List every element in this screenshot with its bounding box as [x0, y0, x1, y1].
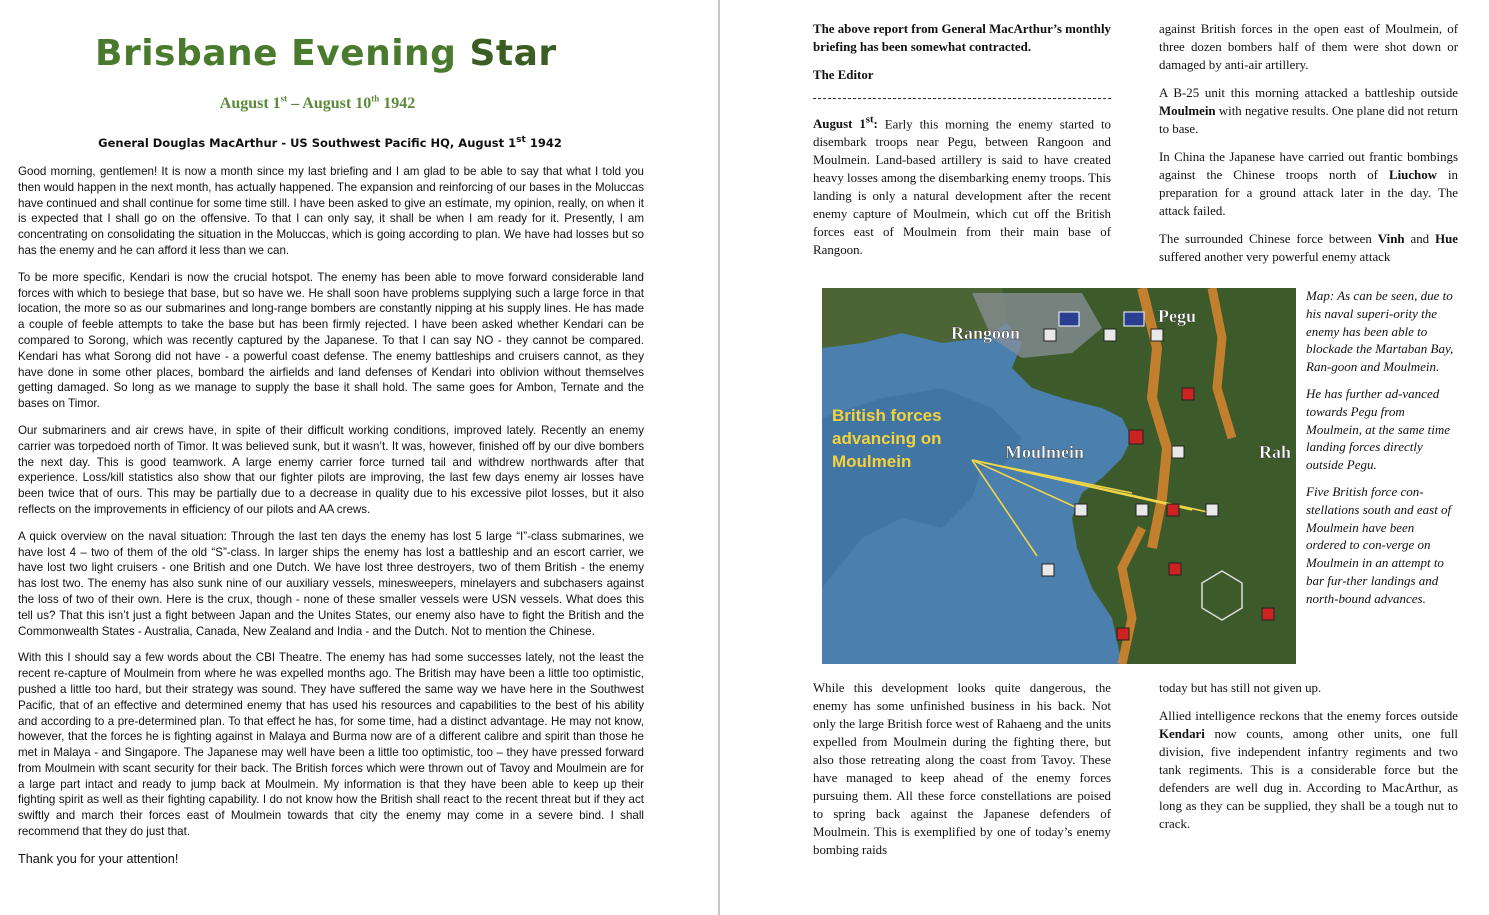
- report-paragraph: August 1st: Early this morning the enemy started to disembark troops near Pegu, between Rangoon and Moulmein. Land-based artillery is said to have created heavy losses among the disembarking enemy troops. This landing is only a natural development after the recent enemy capture of Moulmein, which cut off the British forces east of Moulmein from their main base of Rangoon.: [813, 114, 1112, 258]
- issue-dates: August 1st – August 10th 1942: [219, 93, 416, 112]
- report-paragraph: The surrounded Chinese force between Vinh and Hue suffered another very powerful enemy attack: [1159, 232, 1458, 264]
- map-annotation-line: British forces: [832, 406, 942, 425]
- column-3: [813, 679, 1111, 869]
- report-paragraph: Allied intelligence reckons that the enemy forces outside Kendari now counts, among other units, one full division, five independent infantry regiments and two tank regiments. This is a considerable force but the defenders are well dug in. According to MacArthur, as long as they can be supplied, they shall be a tough nut to crack.: [1159, 709, 1458, 831]
- masthead-star: Star: [469, 33, 557, 74]
- caption-paragraph: Map: As can be seen, due to his naval superi-ority the enemy has been able to blockade the Martaban Bay, Ran-goon and Moulmein.: [1306, 288, 1454, 375]
- editor-note: The above report from General MacArthur’s monthly briefing has been somewhat contracted.: [813, 22, 1111, 54]
- column-2: [1159, 20, 1458, 276]
- briefing-body: [18, 164, 644, 879]
- briefing-paragraph: With this I should say a few words about the CBI Theatre. The enemy has had some successes lately, not the least the recent re-capture of Moulmein from where he was expelled months ago. The British may have been a little too optimistic, pushed a little too hard, but their strategy was sound. They have suffered the same way we have here in the Southwest Pacific, that of an effective and determined enemy that has used his resources and capabilities to the best of his ability and according to a pre-determined plan. To that effect he has, for some time, had a distinct advantage. He may not know, however, that the forces he is fighting against in Malaya and Burma now are of a different calibre and spirit than those he met in Malaya - and Singapore. The Japanese may well have been a little too optimistic, too – they have pressed forward from Moulmein with scant security for their back. The British forces which were thrown out of Tavoy and Moulmein are for a large part intact and ready to jump back at Moulmein. My information is that they have been able to keep up their fighting spirit as well as their fighting capability. I do not know how the British shall react to the recent threat but if they act swiftly and march their forces east of Moulmein towards that city the enemy may come in a severe bind. I shall recommend that they do just that.: [18, 651, 644, 839]
- report-dateline: August 1st:: [813, 114, 878, 132]
- masthead-title: Brisbane Evening: [95, 33, 470, 74]
- newspaper-masthead: [95, 33, 557, 74]
- briefing-paragraph: To be more specific, Kendari is now the crucial hotspot. The enemy has been able to move forward considerable land forces with which to besiege that base, but so have we. He shall soon have problems supplying such a large force in that location, the more so as our submarines and long-range bombers are constantly nipping at his supply lines. He has made a couple of feeble attempts to take the base but has been firmly rejected. I have been asked whether Kendari can be compared to Sorong, which was recently captured by the Japanese. To that I can say NO - they cannot be compared. Kendari has what Sorong did not have - a powerful coast defense. The enemy battleships and cruisers cannot, as they have done in some other places, bombard the airfields and land defenses of Kendari into oblivion without themselves getting damaged. So long as we manage to supply the base it shall hold. The same goes for Ambon, Ternate and the bases on Timor.: [18, 270, 644, 411]
- map-annotation-line: advancing on: [832, 429, 942, 448]
- report-paragraph: While this development looks quite dangerous, the enemy has some unfinished business in his back. Not only the large British force west of Rahaeng and the units expelled from Moulmein during the fighting there, but also those retreating along the coast from Tavoy. These have managed to keep ahead of the enemy forces pursuing them. All these force constellations are poised to spring back against the Japanese defenders of Moulmein. This is exemplified by one of today’s enemy bombing raids: [813, 681, 1111, 857]
- map-annotation-line: Moulmein: [832, 452, 912, 471]
- report-paragraph: today but has still not given up.: [1159, 681, 1322, 695]
- briefing-paragraph: A quick overview on the naval situation: Through the last ten days the enemy has lost 5 large “I”-class submarines, we have lost 4 – two of them of the old “S”-class. In larger ships the enemy has lost a battleship and an escort carrier, we have lost two light cruisers - one British and one Dutch. We have lost three destroyers, two of them British - the enemy has lost two. The enemy has also sunk nine of our auxiliary vessels, minesweepers, minelayers and subchasers against the loss of two of their own. Here is the crux, though - none of these smaller vessels were USN vessels. What does this tell us? That this isn’t just a fight between Japan and the Unites States, our enemy also have to fight the British and the Commonwealth States - Australia, Canada, New Zealand and India - and the Dutch. Not to mention the Chinese.: [18, 529, 644, 638]
- column-4: [1159, 679, 1458, 843]
- briefing-paragraph: Our submariners and air crews have, in spite of their difficult working conditions, improved lately. Recently an enemy carrier was torpedoed north of Timor. It was believed sunk, but it wasn’t. It was, however, finished off by our dive bombers the next day. This is good teamwork. A large enemy carrier force turned tail and withdrew northwards after that experience. Loss/kill statistics also show that our fighter pilots are improving, the last few days enemy air losses have been twice that of ours. This may be partially due to a decrease in quality due to his excessive pilot losses, but it also reflects on the improvements in efficiency of our pilots and AA crews.: [18, 423, 644, 516]
- report-paragraph: In China the Japanese have carried out frantic bombings against the Chinese troops north of Liuchow in preparation for a ground attack later in the day. The attack failed.: [1159, 150, 1458, 218]
- moulmein-map: [822, 288, 1296, 664]
- report-paragraph: against British forces in the open east of Moulmein, of three dozen bombers half of them were shot down or damaged by anti-air artillery.: [1159, 22, 1458, 72]
- map-label-rangoon: Rangoon: [951, 323, 1021, 343]
- column-1: [813, 20, 1111, 269]
- map-label-pegu: Pegu: [1158, 306, 1196, 326]
- caption-paragraph: Five British force con-stellations south and east of Moulmein have been ordered to con-verge on Moulmein in an attempt to bar fur-ther landings and north-bound advances.: [1306, 483, 1452, 606]
- map-caption: [1306, 287, 1456, 617]
- editor-signature: The Editor: [813, 68, 874, 82]
- briefing-headline: General Douglas MacArthur - US Southwest Pacific HQ, August 1st 1942: [98, 135, 562, 150]
- map-label-moulmein: Moulmein: [1005, 442, 1084, 462]
- briefing-closing: Thank you for your attention!: [18, 851, 179, 866]
- right-page: [720, 0, 1489, 915]
- left-page: [0, 0, 718, 915]
- dashed-separator: [813, 98, 1111, 99]
- caption-paragraph: He has further ad-vanced towards Pegu from Moulmein, at the same time landing forces directly outside Pegu.: [1306, 385, 1451, 473]
- briefing-paragraph: Good morning, gentlemen! It is now a month since my last briefing and I am glad to be able to say that what I told you then would happen in the next month, has actually happened. The expansion and reinforcing of our bases in the Moluccas have continued and shall continue for some time still. I have been asked to give an estimate, my opinion, really, on when it is expected that I shall go on the offensive. To that I can only say, it shall be when I am ready for it. Presently, I am concentrating on consolidating the situation in the Moluccas, which is going according to plan. We have had losses but so has the enemy and he can afford it less than we can.: [18, 165, 644, 257]
- report-paragraph: A B-25 unit this morning attacked a battleship outside Moulmein with negative results. One plane did not return to base.: [1159, 86, 1458, 136]
- map-label-rah: Rah: [1259, 442, 1292, 462]
